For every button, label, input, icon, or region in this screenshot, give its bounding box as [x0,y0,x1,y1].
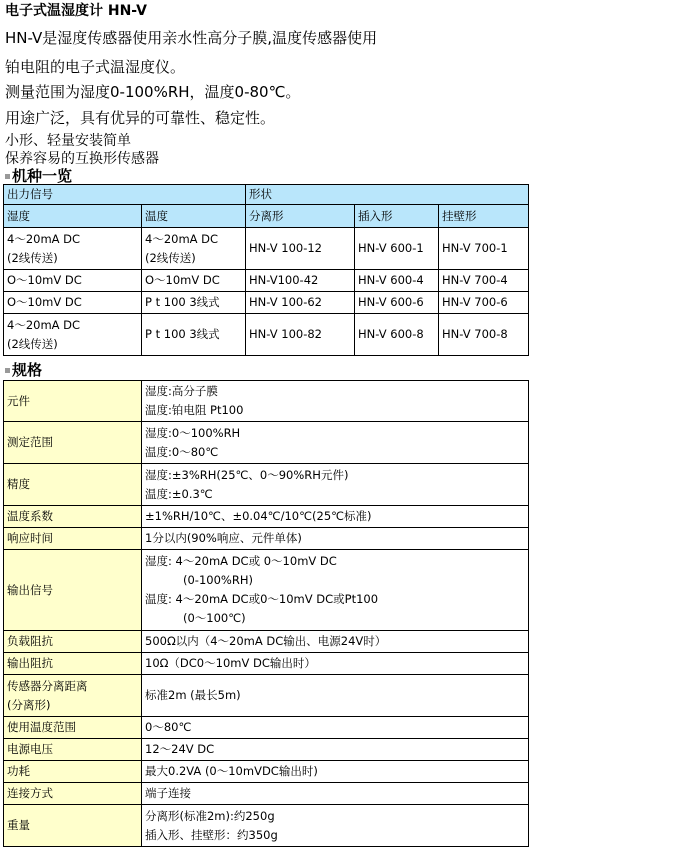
bullet-icon [5,368,10,373]
intro-line-1: HN-V是湿度传感器使用亲水性高分子膜,温度传感器使用 [5,29,378,47]
spec-value: 10Ω（DC0～10mV DC输出时） [142,653,529,675]
spec-table [3,380,529,847]
table-row [4,631,529,653]
table-row [4,717,529,739]
feature-line-1: 小形、轻量安装简单 [5,133,131,149]
cell-text: 4～20mA DC [7,231,81,246]
spec-value: 湿度: 4～20mA DC或 0～10mV DC [145,554,337,568]
cell-text: (2线传送) [7,336,58,351]
cell-text: P t 100 3线式 [142,292,246,314]
spec-value: ±1%RH/10℃、±0.04℃/10℃(25℃标准) [142,506,529,528]
cell-text: HN-V 700-1 [439,228,529,270]
spec-value: 湿度:±3%RH(25℃、0～90%RH元件) [145,467,349,482]
cell-text: HN-V 700-6 [439,292,529,314]
intro-line-2: 铂电阻的电子式温湿度仪。 [5,58,186,76]
cell-text: HN-V100-42 [246,270,355,292]
cell-text: O～10mV DC [142,270,246,292]
spec-key: (分离形) [7,697,51,712]
column-header: 分离形 [246,205,355,228]
spec-key: 传感器分离距离 [7,678,88,693]
column-header: 挂壁形 [439,205,529,228]
table-row [4,675,529,717]
group-header-output: 出力信号 [4,185,246,205]
cell-text: 4～20mA DC [145,231,219,246]
spec-value: 1分以内(90%响应、元件单体) [142,528,529,550]
cell-text: O～10mV DC [4,270,142,292]
cell-text: HN-V 100-12 [246,228,355,270]
spec-key: 精度 [4,464,142,506]
table-row [4,739,529,761]
spec-key: 响应时间 [4,528,142,550]
table-row [4,292,529,314]
cell-text: (2线传送) [7,250,58,265]
models-heading: 机种一览 [5,168,72,185]
table-row [4,381,529,422]
cell-text: HN-V 100-82 [246,314,355,356]
spec-value: 500Ω以内（4～20mA DC输出、电源24V时） [142,631,529,653]
intro-line-4: 用途广泛，具有优异的可靠性、稳定性。 [5,109,276,127]
spec-key: 测定范围 [4,422,142,464]
cell-text: HN-V 600-6 [355,292,439,314]
feature-line-2: 保养容易的互换形传感器 [5,151,159,167]
spec-key: 负载阻抗 [4,631,142,653]
spec-value: 湿度:0～100%RH [145,425,241,440]
spec-value: 插入形、挂壁形：约350g [145,827,278,842]
table-row [4,270,529,292]
spec-value: 最大0.2VA (0～10mVDC输出时) [142,761,529,783]
column-header: 湿度 [4,205,142,228]
spec-key: 输出信号 [4,550,142,631]
table-row [4,805,529,847]
spec-value: 湿度:高分子膜 [145,384,218,398]
cell-text: 4～20mA DC [7,317,81,332]
cell-text: (2线传送) [145,250,196,265]
cell-text: HN-V 600-1 [355,228,439,270]
cell-text: HN-V 700-4 [439,270,529,292]
cell-text: P t 100 3线式 [142,314,246,356]
table-row [4,506,529,528]
models-table [3,184,529,356]
spec-key: 输出阻抗 [4,653,142,675]
intro-line-3: 测量范围为湿度0-100%RH，温度0-80℃。 [5,83,301,101]
table-row [4,228,529,270]
spec-value: 温度:0～80℃ [145,444,219,459]
spec-value: 端子连接 [142,783,529,805]
column-header: 插入形 [355,205,439,228]
table-row [4,550,529,631]
cell-text: HN-V 700-8 [439,314,529,356]
spec-value: 温度:±0.3℃ [145,486,213,501]
table-row [4,761,529,783]
cell-text: O～10mV DC [4,292,142,314]
column-header: 温度 [142,205,246,228]
page-title: 电子式温湿度计 HN-V [5,3,147,19]
cell-text: HN-V 600-8 [355,314,439,356]
spec-value: 标准2m (最长5m) [142,675,529,717]
spec-heading: 规格 [5,362,42,379]
spec-value: 分离形(标准2m):约250g [145,808,275,823]
table-row [4,528,529,550]
spec-key: 温度系数 [4,506,142,528]
group-header-shape: 形状 [246,185,529,205]
spec-value: (0-100%RH) [183,573,253,587]
spec-value: 0～80℃ [142,717,529,739]
bullet-icon [5,174,10,179]
cell-text: HN-V 600-4 [355,270,439,292]
spec-key: 元件 [4,381,142,422]
spec-value: 12～24V DC [142,739,529,761]
table-row [4,464,529,506]
cell-text: HN-V 100-62 [246,292,355,314]
spec-key: 连接方式 [4,783,142,805]
spec-key: 功耗 [4,761,142,783]
table-row [4,314,529,356]
table-row [4,653,529,675]
spec-value: 温度:铂电阻 Pt100 [145,403,244,417]
spec-key: 使用温度范围 [4,717,142,739]
table-row [4,783,529,805]
table-row [4,422,529,464]
spec-value: (0～100℃) [183,611,246,625]
spec-value: 温度: 4～20mA DC或0～10mV DC或Pt100 [145,592,379,606]
spec-key: 电源电压 [4,739,142,761]
spec-key: 重量 [4,805,142,847]
